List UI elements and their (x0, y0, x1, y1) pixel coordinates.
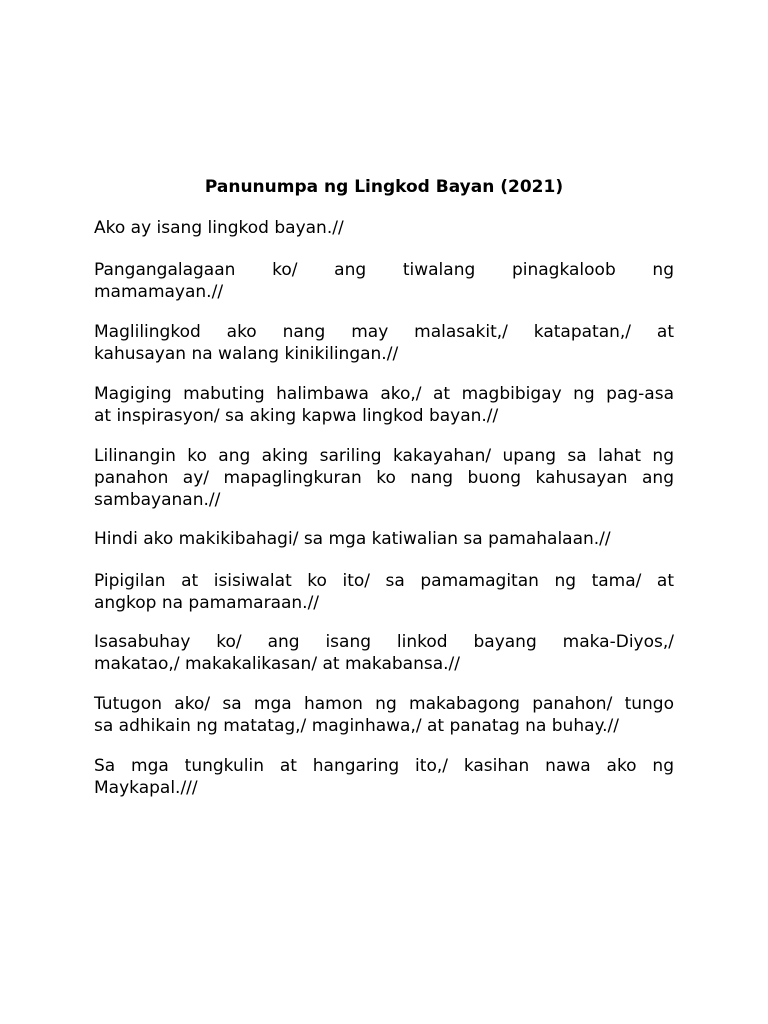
paragraph-line: Sa mga tungkulin at hangaring ito,/ kasihan nawa ako ng (94, 756, 674, 776)
paragraph-line: sa adhikain ng matatag,/ maginhawa,/ at panatag na buhay.// (94, 716, 620, 736)
paragraph-line: sambayanan.// (94, 490, 221, 510)
paragraph-line: Maykapal./// (94, 778, 198, 798)
paragraph-line: Hindi ako makikibahagi/ sa mga katiwalian sa pamahalaan.// (94, 529, 611, 549)
paragraph-line: mamamayan.// (94, 282, 224, 302)
paragraph-7 (94, 570, 674, 614)
paragraph-line: Lilinangin ko ang aking sariling kakayahan/ upang sa lahat ng (94, 446, 674, 466)
paragraph-5 (94, 445, 674, 511)
paragraph-line: kahusayan na walang kinikilingan.// (94, 344, 399, 364)
paragraph-1 (94, 217, 674, 239)
document-page (94, 0, 674, 1024)
paragraph-line: Pangangalagaan ko/ ang tiwalang pinagkaloob ng (94, 260, 674, 280)
paragraph-line: Magiging mabuting halimbawa ako,/ at magbibigay ng pag-asa (94, 384, 674, 404)
paragraph-line: angkop na pamamaraan.// (94, 593, 320, 613)
paragraph-line: Isasabuhay ko/ ang isang linkod bayang maka-Diyos,/ (94, 632, 674, 652)
paragraph-4 (94, 383, 674, 427)
paragraph-line: panahon ay/ mapaglingkuran ko nang buong kahusayan ang (94, 468, 674, 488)
paragraph-2 (94, 259, 674, 303)
paragraph-line: Tutugon ako/ sa mga hamon ng makabagong panahon/ tungo (94, 694, 674, 714)
paragraph-9 (94, 693, 674, 737)
paragraph-line: Maglilingkod ako nang may malasakit,/ katapatan,/ at (94, 322, 674, 342)
paragraph-line: Pipigilan at isisiwalat ko ito/ sa pamamagitan ng tama/ at (94, 571, 674, 591)
document-title: Panunumpa ng Lingkod Bayan (2021) (204, 177, 564, 197)
paragraph-6 (94, 528, 674, 550)
paragraph-3 (94, 321, 674, 365)
paragraph-10 (94, 755, 674, 799)
paragraph-line: at inspirasyon/ sa aking kapwa lingkod bayan.// (94, 406, 499, 426)
paragraph-line: makatao,/ makakalikasan/ at makabansa.// (94, 654, 460, 674)
paragraph-line: Ako ay isang lingkod bayan.// (94, 218, 344, 238)
paragraph-8 (94, 631, 674, 675)
